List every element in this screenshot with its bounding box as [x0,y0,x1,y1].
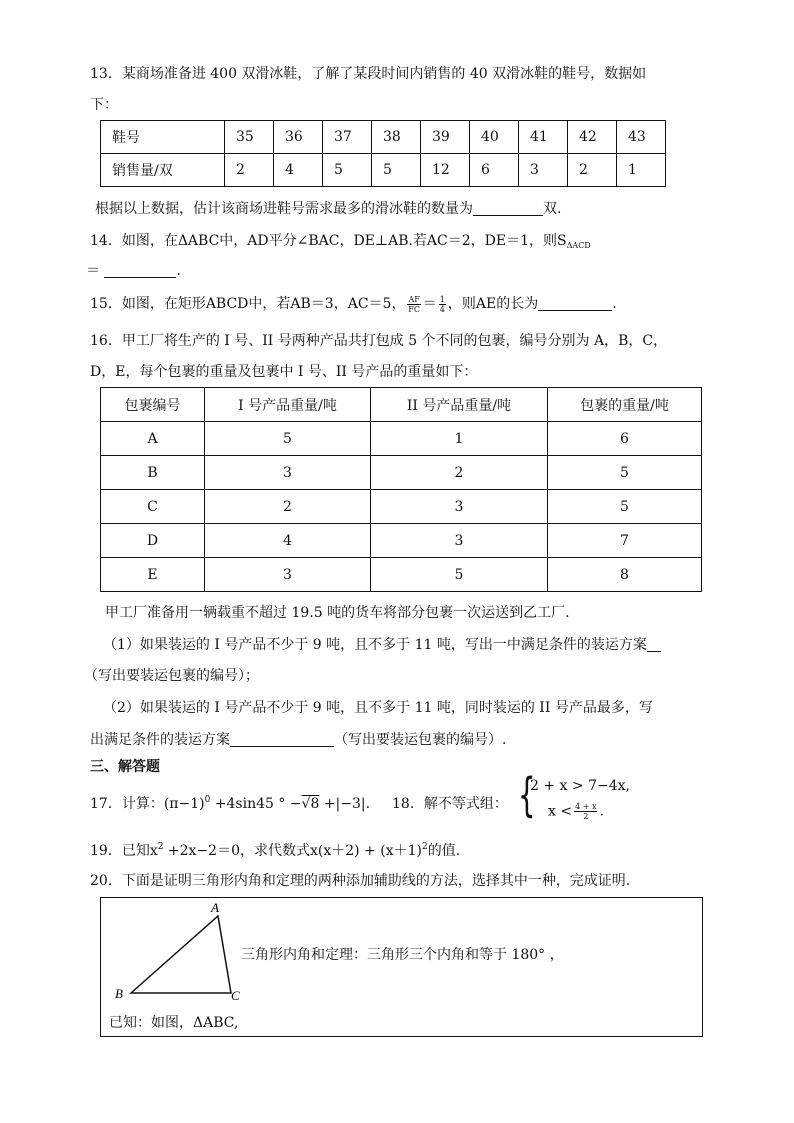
table-cell: E [101,558,205,592]
q19-line [90,840,460,860]
q18-label: 18．解不等式组： [392,796,508,812]
table-header-row [101,388,702,422]
answer-blank[interactable] [647,637,661,652]
table-cell: 5 [205,422,371,456]
fraction-4-plus-x-over-2 [574,802,597,821]
q16-part1-line1 [103,634,661,654]
q19-text-a: 19．已知x [90,843,158,859]
q15-equals: ＝ [422,296,437,312]
column-header: 包裹的重量/吨 [548,388,702,422]
table-row [101,422,702,456]
q20-given: 已知：如图，ΔABC, [109,1015,239,1031]
table-cell: C [101,490,205,524]
row-label-sales: 销售量/双 [101,154,225,187]
q17-exponent: 0 [204,795,211,805]
q15-line [90,293,617,314]
fraction-denominator: FC [408,304,420,314]
table-cell: 2 [205,490,371,524]
row-label-size: 鞋号 [101,121,225,154]
table-cell: 3 [371,524,548,558]
section-title: 三、解答题 [90,759,160,775]
q19-exponent: 2 [421,842,428,852]
table-cell: D [101,524,205,558]
q16-part2-line1: （2）如果装运的 I 号产品不少于 9 吨，且不多于 11 吨，同时装运的 II 号产品最多，写 [103,700,653,716]
table-cell: 39 [421,121,470,154]
table-cell: A [101,422,205,456]
answer-blank[interactable] [104,263,176,278]
fraction-numerator: AF [408,294,420,304]
q16-part2-line2 [90,729,506,749]
q16-package-table [100,387,702,592]
fraction-one-fourth [439,295,446,314]
table-cell: 3 [205,456,371,490]
table-cell: 35 [225,121,274,154]
table-cell: 6 [470,154,519,187]
q14-subscript: ΔACD [566,241,591,250]
column-header: I 号产品重量/吨 [205,388,371,422]
q19-exponent: 2 [157,842,164,852]
q14-equals: ＝ [86,263,100,279]
table-cell: 41 [519,121,568,154]
answer-blank[interactable] [230,732,334,747]
table-cell: 5 [372,154,421,187]
table-row [101,121,666,154]
fraction-denominator: 4 [439,304,445,314]
table-cell: 37 [323,121,372,154]
vertex-b-label: B [115,986,123,1001]
table-cell: 36 [274,121,323,154]
vertex-a-label: A [211,900,219,915]
q15-end: . [612,296,617,312]
q16-line2: D，E，每个包裹的重量及包裹中 I 号、II 号产品的重量如下： [90,364,478,380]
q13-question-text: 根据以上数据，估计该商场进鞋号需求最多的滑冰鞋的数量为 [95,201,473,217]
q20-line: 20．下面是证明三角形内角和定理的两种添加辅助线的方法，选择其中一种，完成证明. [90,873,631,889]
q13-line1: 13．某商场准备进 400 双滑冰鞋，了解了某段时间内销售的 40 双滑冰鞋的鞋号，数据如 [90,66,647,82]
triangle-abc-figure [113,898,253,1008]
table-row [101,154,666,187]
vertex-c-label: C [231,988,240,1003]
table-row [101,456,702,490]
table-cell: 3 [371,490,548,524]
q14-line1 [90,230,591,250]
q16-part2-text: 出满足条件的装运方案 [90,732,230,748]
table-cell: 6 [548,422,702,456]
table-row [101,490,702,524]
system-brace-icon: { [518,768,536,822]
q17-line [90,793,370,813]
q18-ineq2-end: . [599,803,604,820]
q13-question [95,198,561,218]
table-cell: 40 [470,121,519,154]
table-cell: B [101,456,205,490]
q18-ineq2-text: x < [548,803,573,820]
table-cell: 5 [548,490,702,524]
fraction-af-fc [407,295,420,314]
answer-blank[interactable] [473,201,543,216]
table-cell: 38 [372,121,421,154]
fraction-numerator: 1 [439,294,445,304]
q18-inequality-1: 2 + x > 7−4x, [530,778,630,794]
q14-text: 14．如图，在ΔABC中，AD平分∠BAC，DE⊥AB.若AC＝2，DE＝1，则S [90,233,567,249]
fraction-denominator: 2 [583,812,589,821]
q20-theorem: 三角形内角和定理：三角形三个内角和等于 180° ， [241,947,564,963]
column-header: II 号产品重量/吨 [371,388,548,422]
q14-end: . [176,263,181,279]
q13-question-end: 双. [543,201,562,217]
q13-shoe-size-table [100,120,666,187]
q17-text-b: +4sin45 ° − [210,796,302,812]
table-cell: 2 [225,154,274,187]
table-cell: 1 [371,422,548,456]
table-cell: 12 [421,154,470,187]
q14-line2 [86,260,181,280]
table-cell: 2 [371,456,548,490]
q17-text-c: +|−3|. [319,796,371,812]
triangle-abc [131,916,231,993]
q13-line2: 下： [90,97,118,113]
q16-line1: 16．甲工厂将生产的 I 号、II 号两种产品共打包成 5 个不同的包裹，编号分别为 A，B，C， [90,333,668,349]
table-cell: 1 [617,154,666,187]
column-header: 包裹编号 [101,388,205,422]
table-cell: 5 [548,456,702,490]
table-cell: 4 [274,154,323,187]
table-cell: 4 [205,524,371,558]
table-cell: 42 [568,121,617,154]
q19-text-c: 的值. [427,843,461,859]
answer-blank[interactable] [538,296,612,311]
q17-text-a: 17．计算：(π−1) [90,796,205,812]
q16-part1-line2: （写出要装运包裹的编号）； [84,668,259,684]
table-cell: 2 [568,154,617,187]
table-cell: 5 [371,558,548,592]
q18-inequality-2 [548,802,604,821]
table-cell: 7 [548,524,702,558]
sqrt-eight: √8 [301,796,320,812]
fraction-numerator: 4 + x [575,802,597,811]
q16-part2-end: （写出要装运包裹的编号）. [334,732,507,748]
table-cell: 8 [548,558,702,592]
q16-part1-text: （1）如果装运的 I 号产品不少于 9 吨，且不多于 11 吨，写出一中满足条件的装运方案 [103,637,647,653]
q16-after: 甲工厂准备用一辆载重不超过 19.5 吨的货车将部分包裹一次运送到乙工厂. [105,605,570,621]
table-cell: 3 [205,558,371,592]
table-row [101,558,702,592]
q20-proof-box [100,897,703,1037]
table-row [101,524,702,558]
q19-text-b: +2x−2＝0，求代数式x(x＋2) + (x＋1) [163,843,422,859]
table-cell: 3 [519,154,568,187]
table-cell: 5 [323,154,372,187]
table-cell: 43 [617,121,666,154]
q15-text-b: ，则AE的长为 [447,296,539,312]
q15-text-a: 15．如图，在矩形ABCD中，若AB＝3，AC＝5， [90,296,406,312]
